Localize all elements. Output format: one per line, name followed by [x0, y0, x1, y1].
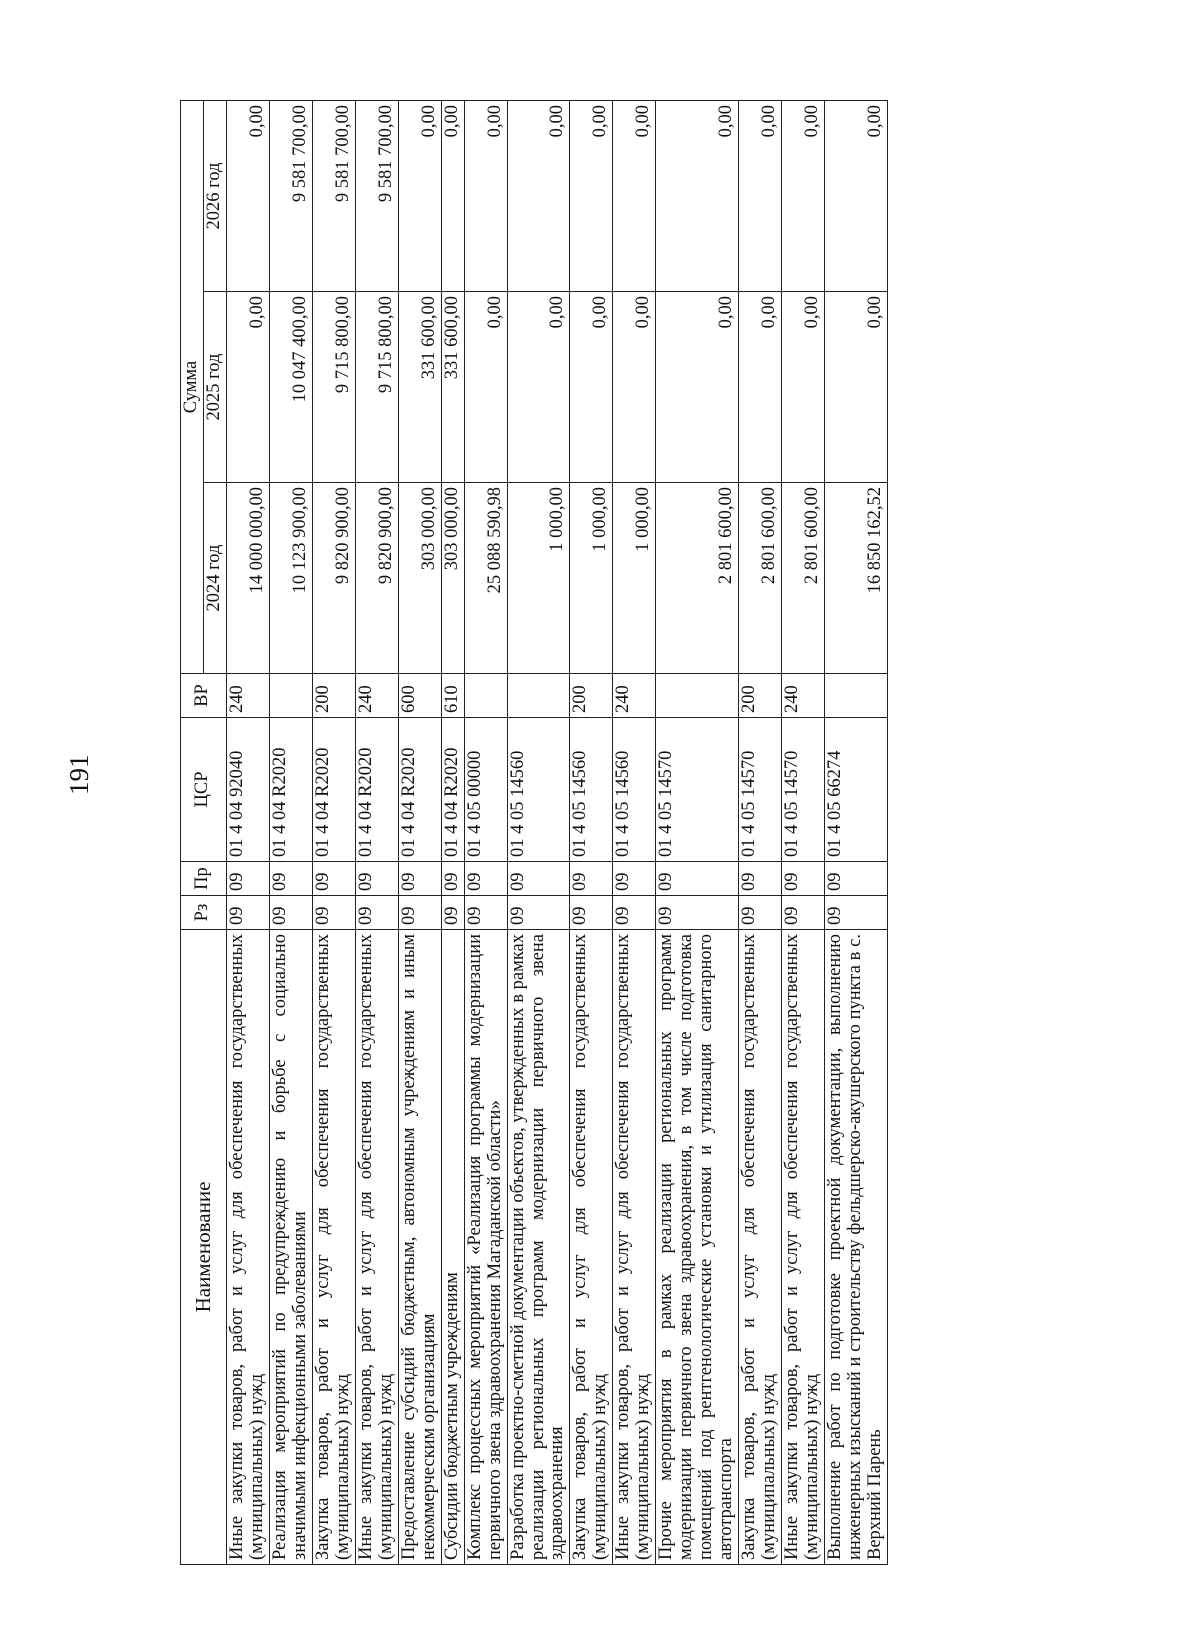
- row-rz-cell: 09: [507, 896, 570, 930]
- row-csr-cell: 01 4 04 R2020: [398, 718, 441, 862]
- table-row: [507, 100, 570, 1564]
- row-rz-cell: 09: [825, 896, 888, 930]
- budget-table-sheet: [180, 100, 1061, 1565]
- table-row: [739, 100, 782, 1564]
- row-csr-cell: 01 4 04 92040: [226, 718, 269, 862]
- row-2024-cell: 2 801 600,00: [782, 483, 825, 674]
- row-2026-cell: 9 581 700,00: [355, 100, 398, 291]
- header-vr: ВР: [181, 674, 227, 718]
- row-csr-cell: 01 4 05 14570: [656, 718, 739, 862]
- table-row: [441, 100, 464, 1564]
- row-2025-cell: 331 600,00: [441, 292, 464, 483]
- row-rz-cell: 09: [226, 896, 269, 930]
- row-2024-cell: 2 801 600,00: [656, 483, 739, 674]
- row-vr-cell: 600: [398, 674, 441, 718]
- row-2026-cell: 0,00: [507, 100, 570, 291]
- table-row: [613, 100, 656, 1564]
- row-csr-cell: 01 4 04 R2020: [312, 718, 355, 862]
- row-vr-cell: 200: [570, 674, 613, 718]
- row-rz-cell: 09: [570, 896, 613, 930]
- table-row: [312, 100, 355, 1564]
- row-csr-cell: 01 4 05 00000: [464, 718, 507, 862]
- row-2024-cell: 25 088 590,98: [464, 483, 507, 674]
- row-name-cell: Реализация мероприятий по предупреждению и борьбе с социально значимыми инфекционными заболеваниями: [269, 930, 312, 1565]
- row-2024-cell: 9 820 900,00: [355, 483, 398, 674]
- row-2025-cell: 0,00: [613, 292, 656, 483]
- row-pr-cell: 09: [312, 862, 355, 896]
- row-2025-cell: 9 715 800,00: [355, 292, 398, 483]
- budget-table: [180, 100, 888, 1565]
- row-rz-cell: 09: [464, 896, 507, 930]
- row-csr-cell: 01 4 04 R2020: [355, 718, 398, 862]
- row-pr-cell: 09: [656, 862, 739, 896]
- row-2026-cell: 0,00: [656, 100, 739, 291]
- table-row: [570, 100, 613, 1564]
- row-2024-cell: 14 000 000,00: [226, 483, 269, 674]
- table-row: [398, 100, 441, 1564]
- row-vr-cell: 240: [782, 674, 825, 718]
- row-vr-cell: 240: [226, 674, 269, 718]
- row-name-cell: Комплекс процессных мероприятий «Реализация программы модернизации первичного звена здравоохранения Магаданской области»: [464, 930, 507, 1565]
- row-rz-cell: 09: [613, 896, 656, 930]
- row-name-cell: Прочие мероприятия в рамках реализации региональных программ модернизации первичного звена здравоохранения, в том числе подготовка помещений под рентгенологические установки и утилизация санитарного автотранспорта: [656, 930, 739, 1565]
- row-2024-cell: 16 850 162,52: [825, 483, 888, 674]
- row-vr-cell: [269, 674, 312, 718]
- row-2025-cell: 0,00: [739, 292, 782, 483]
- row-2026-cell: 0,00: [739, 100, 782, 291]
- row-vr-cell: [464, 674, 507, 718]
- row-csr-cell: 01 4 05 14560: [507, 718, 570, 862]
- row-rz-cell: 09: [355, 896, 398, 930]
- row-rz-cell: 09: [782, 896, 825, 930]
- row-2024-cell: 9 820 900,00: [312, 483, 355, 674]
- table-row: [226, 100, 269, 1564]
- row-2025-cell: 0,00: [825, 292, 888, 483]
- row-pr-cell: 09: [507, 862, 570, 896]
- row-2025-cell: 9 715 800,00: [312, 292, 355, 483]
- row-name-cell: Закупка товаров, работ и услуг для обеспечения государственных (муниципальных) нужд: [570, 930, 613, 1565]
- header-2026: 2026 год: [203, 100, 226, 291]
- table-row: [825, 100, 888, 1564]
- table-row: [355, 100, 398, 1564]
- row-2025-cell: 0,00: [507, 292, 570, 483]
- row-vr-cell: 200: [312, 674, 355, 718]
- table-row: [464, 100, 507, 1564]
- header-csr: ЦСР: [181, 718, 227, 862]
- table-row: [656, 100, 739, 1564]
- row-rz-cell: 09: [739, 896, 782, 930]
- row-vr-cell: [656, 674, 739, 718]
- row-2024-cell: 10 123 900,00: [269, 483, 312, 674]
- row-pr-cell: 09: [613, 862, 656, 896]
- row-pr-cell: 09: [355, 862, 398, 896]
- row-rz-cell: 09: [269, 896, 312, 930]
- row-pr-cell: 09: [825, 862, 888, 896]
- row-vr-cell: 240: [613, 674, 656, 718]
- row-csr-cell: 01 4 05 66274: [825, 718, 888, 862]
- row-2024-cell: 303 000,00: [398, 483, 441, 674]
- row-2026-cell: 9 581 700,00: [269, 100, 312, 291]
- header-name: Наименование: [181, 930, 227, 1565]
- row-pr-cell: 09: [739, 862, 782, 896]
- row-csr-cell: 01 4 05 14570: [782, 718, 825, 862]
- row-rz-cell: 09: [312, 896, 355, 930]
- row-name-cell: Закупка товаров, работ и услуг для обеспечения государственных (муниципальных) нужд: [312, 930, 355, 1565]
- row-csr-cell: 01 4 04 R2020: [441, 718, 464, 862]
- row-2024-cell: 1 000,00: [570, 483, 613, 674]
- row-2025-cell: 0,00: [570, 292, 613, 483]
- row-pr-cell: 09: [269, 862, 312, 896]
- row-csr-cell: 01 4 05 14560: [613, 718, 656, 862]
- table-row: [782, 100, 825, 1564]
- row-2024-cell: 1 000,00: [507, 483, 570, 674]
- table-header: [181, 100, 227, 1564]
- row-name-cell: Иные закупки товаров, работ и услуг для обеспечения государственных (муниципальных) нужд: [226, 930, 269, 1565]
- row-rz-cell: 09: [441, 896, 464, 930]
- row-pr-cell: 09: [782, 862, 825, 896]
- row-vr-cell: [825, 674, 888, 718]
- row-2026-cell: 0,00: [825, 100, 888, 291]
- row-csr-cell: 01 4 05 14560: [570, 718, 613, 862]
- row-2025-cell: 0,00: [226, 292, 269, 483]
- row-vr-cell: 610: [441, 674, 464, 718]
- header-pr: Пр: [181, 862, 227, 896]
- header-2024: 2024 год: [203, 483, 226, 674]
- row-name-cell: Закупка товаров, работ и услуг для обеспечения государственных (муниципальных) нужд: [739, 930, 782, 1565]
- row-2025-cell: 0,00: [656, 292, 739, 483]
- row-2025-cell: 0,00: [782, 292, 825, 483]
- header-2025: 2025 год: [203, 292, 226, 483]
- row-2026-cell: 0,00: [464, 100, 507, 291]
- row-vr-cell: 200: [739, 674, 782, 718]
- row-pr-cell: 09: [398, 862, 441, 896]
- row-name-cell: Иные закупки товаров, работ и услуг для обеспечения государственных (муниципальных) нужд: [613, 930, 656, 1565]
- row-name-cell: Выполнение работ по подготовке проектной документации, выполнению инженерных изысканий и строительству фельдшерско-акушерского пункта в с. Верхний Парень: [825, 930, 888, 1565]
- row-pr-cell: 09: [464, 862, 507, 896]
- row-name-cell: Предоставление субсидий бюджетным, автономным учреждениям и иным некоммерческим организациям: [398, 930, 441, 1565]
- row-2026-cell: 0,00: [613, 100, 656, 291]
- row-name-cell: Разработка проектно-сметной документации объектов, утвержденных в рамках реализации региональных программ модернизации первичного звена здравоохранения: [507, 930, 570, 1565]
- row-rz-cell: 09: [398, 896, 441, 930]
- row-csr-cell: 01 4 04 R2020: [269, 718, 312, 862]
- row-2024-cell: 1 000,00: [613, 483, 656, 674]
- row-2026-cell: 0,00: [226, 100, 269, 291]
- page-number: 191: [64, 754, 94, 795]
- row-rz-cell: 09: [656, 896, 739, 930]
- row-2024-cell: 2 801 600,00: [739, 483, 782, 674]
- row-csr-cell: 01 4 05 14570: [739, 718, 782, 862]
- row-2026-cell: 9 581 700,00: [312, 100, 355, 291]
- row-2026-cell: 0,00: [782, 100, 825, 291]
- header-sum: Сумма: [181, 100, 204, 673]
- row-2025-cell: 0,00: [464, 292, 507, 483]
- row-2026-cell: 0,00: [441, 100, 464, 291]
- row-pr-cell: 09: [226, 862, 269, 896]
- table-body: [226, 100, 887, 1564]
- table-row: [269, 100, 312, 1564]
- row-2026-cell: 0,00: [570, 100, 613, 291]
- row-vr-cell: [507, 674, 570, 718]
- row-2026-cell: 0,00: [398, 100, 441, 291]
- row-2025-cell: 331 600,00: [398, 292, 441, 483]
- row-name-cell: Иные закупки товаров, работ и услуг для обеспечения государственных (муниципальных) нужд: [355, 930, 398, 1565]
- row-vr-cell: 240: [355, 674, 398, 718]
- row-pr-cell: 09: [441, 862, 464, 896]
- row-name-cell: Субсидии бюджетным учреждениям: [441, 930, 464, 1565]
- row-2024-cell: 303 000,00: [441, 483, 464, 674]
- header-rz: Рз: [181, 896, 227, 930]
- row-2025-cell: 10 047 400,00: [269, 292, 312, 483]
- row-pr-cell: 09: [570, 862, 613, 896]
- row-name-cell: Иные закупки товаров, работ и услуг для обеспечения государственных (муниципальных) нужд: [782, 930, 825, 1565]
